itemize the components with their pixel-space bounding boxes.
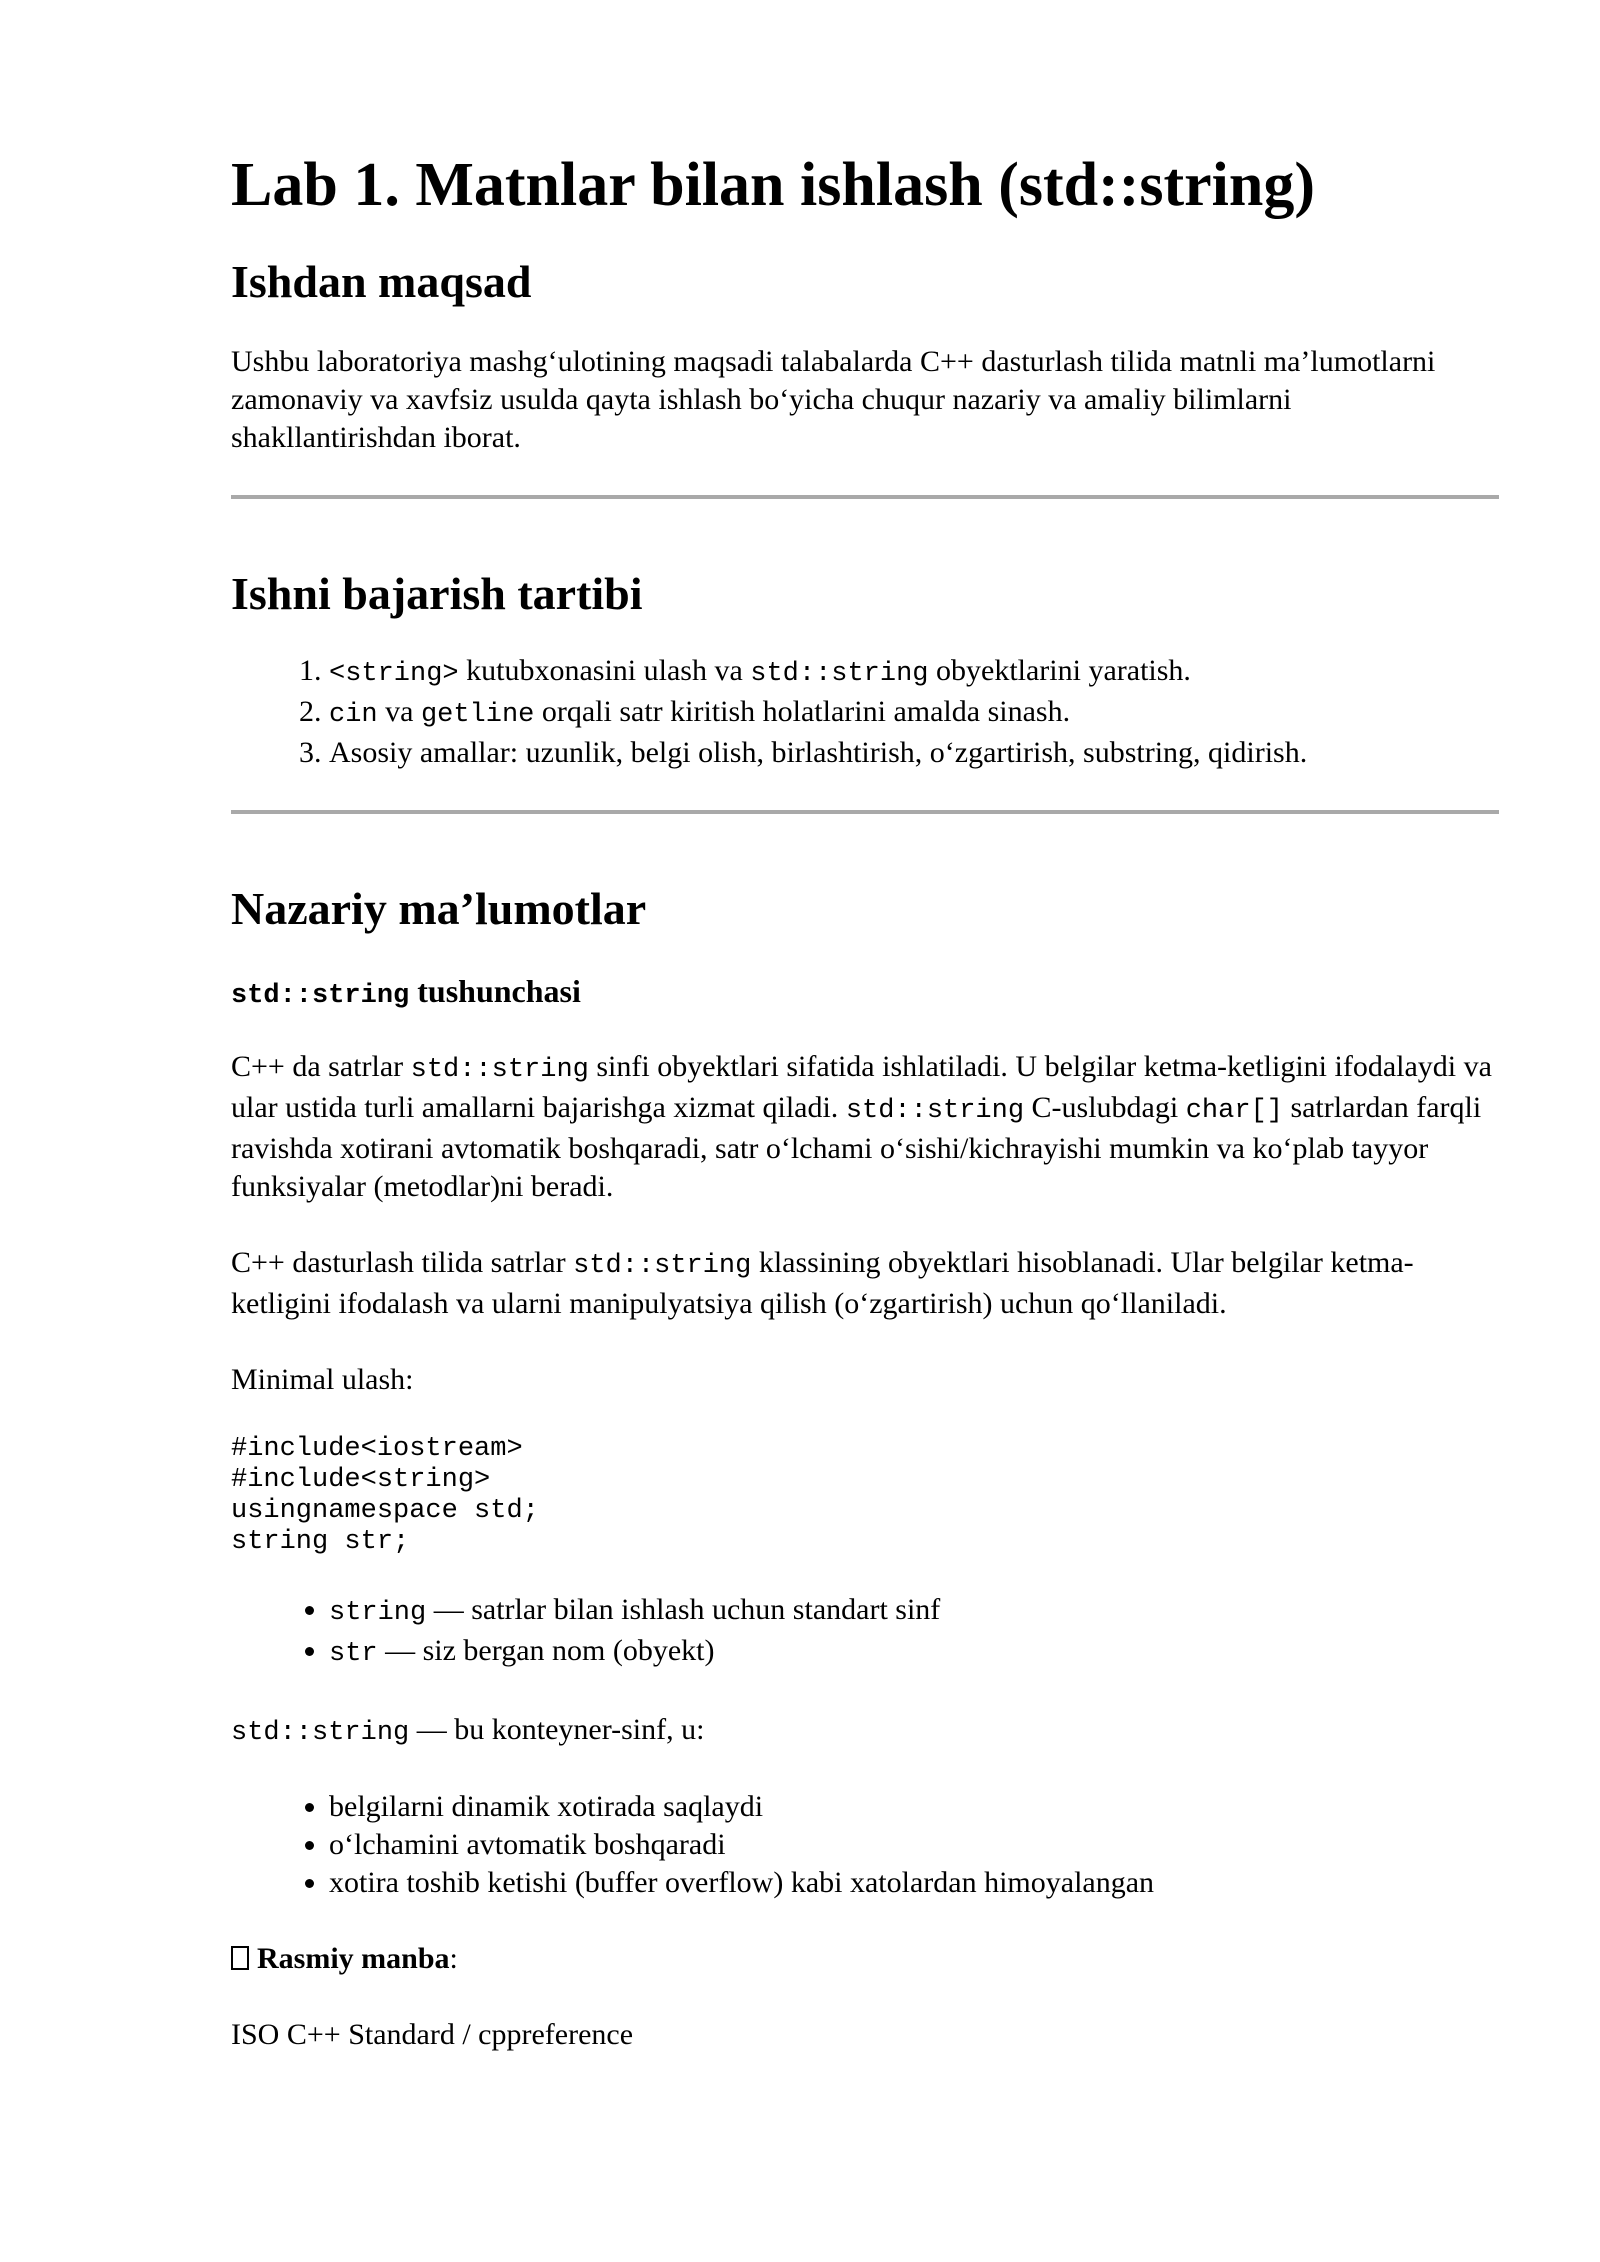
inline-code: char[] xyxy=(1185,1096,1283,1127)
list-item: • belgilarni dinamik xotirada saqlaydi xyxy=(329,1788,1499,1826)
inline-code: str xyxy=(329,1639,378,1670)
theory-subheading: std::string tushunchasi xyxy=(231,972,581,1011)
source-line: Rasmiy manba: xyxy=(231,1940,1499,1978)
steps-list xyxy=(231,652,1499,772)
bullet-list-2 xyxy=(231,1788,1499,1902)
theory-paragraph-1: C++ da satrlar std::string sinfi obyektlari sifatida ishlatiladi. U belgilar ketma-ketligini ifodalaydi va ular ustida turli amallarni bajarishga xizmat qiladi. std::string C-uslubdagi char[] satrlardan farqli ravishda xotirani avtomatik boshqaradi, satr o‘lchami o‘sishi/kichrayishi mumkin va ko‘plab tayyor funksiyalar (metodlar)ni beradi. xyxy=(231,1050,1492,1204)
inline-code: std::string xyxy=(231,1718,410,1749)
inline-code: cin xyxy=(329,700,378,731)
code-block: #include<iostream> #include<string> usingnamespace std; string str; xyxy=(231,1434,539,1558)
divider-1 xyxy=(231,495,1499,499)
page-title: Lab 1. Matnlar bilan ishlash (std::string) xyxy=(231,151,1316,219)
list-item: 1. <string> kutubxonasini ulash va std::string obyektlarini yaratish. xyxy=(329,652,1499,693)
list-item: • str — siz bergan nom (obyekt) xyxy=(329,1632,1499,1673)
theory-paragraph-4: std::string — bu konteyner-sinf, u: xyxy=(231,1713,705,1749)
inline-code: string xyxy=(329,1598,427,1629)
goal-paragraph: Ushbu laboratoriya mashg‘ulotining maqsadi talabalarda C++ dasturlash tilida matnli ma’lumotlarni zamonaviy va xavfsiz usulda qayta ishlash bo‘yicha chuqur nazariy va amaliy bilimlarni shakllantirishdan iborat. xyxy=(231,345,1436,455)
theory-paragraph-2: C++ dasturlash tilida satrlar std::string klassining obyektlari hisoblanadi. Ular belgilar ketma-ketligini ifodalash va ularni manipulyatsiya qilish (o‘zgartirish) uchun qo‘llaniladi. xyxy=(231,1246,1414,1321)
divider-2 xyxy=(231,810,1499,814)
list-item: 2. cin va getline orqali satr kiritish holatlarini amalda sinash. xyxy=(329,693,1499,734)
list-item: • xotira toshib ketishi (buffer overflow) kabi xatolardan himoyalangan xyxy=(329,1864,1499,1902)
inline-code: std::string xyxy=(750,659,929,690)
list-item: • string — satrlar bilan ishlash uchun standart sinf xyxy=(329,1591,1499,1632)
inline-code: <string> xyxy=(329,659,459,690)
goal-heading: Ishdan maqsad xyxy=(231,256,532,308)
theory-heading: Nazariy ma’lumotlar xyxy=(231,883,647,935)
list-item: • o‘lchamini avtomatik boshqaradi xyxy=(329,1826,1499,1864)
inline-code: std::string xyxy=(231,980,410,1011)
theory-paragraph-3: Minimal ulash: xyxy=(231,1363,414,1397)
inline-code: std::string xyxy=(573,1251,752,1282)
inline-code: std::string xyxy=(410,1055,589,1086)
list-item: 3. Asosiy amallar: uzunlik, belgi olish, birlashtirish, o‘zgartirish, substring, qidirish. xyxy=(329,734,1499,772)
missing-glyph-icon xyxy=(231,1946,249,1970)
inline-code: std::string xyxy=(845,1096,1025,1127)
steps-heading: Ishni bajarish tartibi xyxy=(231,568,643,620)
inline-code: getline xyxy=(420,700,535,731)
source-text: ISO C++ Standard / cppreference xyxy=(231,2018,634,2052)
bullet-list-1 xyxy=(231,1591,1499,1673)
document-page xyxy=(231,150,1499,2054)
